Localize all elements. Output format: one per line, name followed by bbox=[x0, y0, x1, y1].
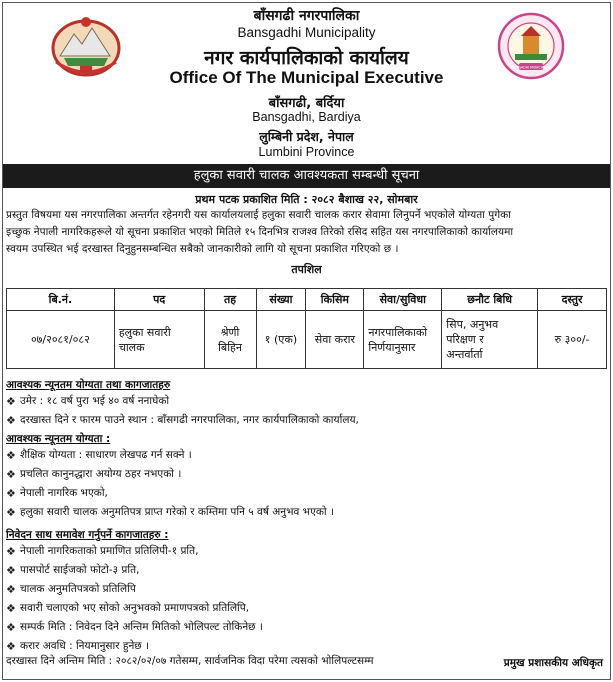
cell-type: सेवा करार bbox=[306, 311, 364, 369]
notice-title: हलुका सवारी चालक आवश्यकता सम्बन्धी सूचना bbox=[3, 164, 610, 188]
list-item bbox=[6, 599, 606, 618]
header-method: छनौट बिधि bbox=[442, 289, 538, 311]
cell-post-line: चालक bbox=[118, 340, 145, 354]
cell-method-line: सिप, अनुभव bbox=[446, 318, 499, 331]
header-count: संख्या bbox=[256, 289, 306, 311]
list-item bbox=[6, 561, 606, 580]
table-caption: तपशिल bbox=[291, 263, 322, 276]
cell-post-line: हलुका सवारी bbox=[118, 325, 171, 339]
list-item bbox=[6, 392, 606, 411]
section-required-documents bbox=[6, 528, 606, 656]
diamond-bullet-icon: ❖ bbox=[6, 640, 16, 653]
diamond-bullet-icon: ❖ bbox=[6, 602, 16, 615]
cell-facility-line: निर्णयानुसार bbox=[368, 340, 416, 354]
table-row bbox=[7, 311, 607, 369]
letterhead bbox=[0, 0, 613, 160]
header-fee: दस्तुर bbox=[538, 289, 607, 311]
office-name-np: नगर कार्यपालिकाको कार्यालय bbox=[204, 47, 409, 69]
cell-method-line: अन्तर्वार्ता bbox=[446, 348, 483, 361]
list-item-text: प्रचलित कानुनद्धारा अयोग्य ठहर नभएको । bbox=[20, 468, 182, 480]
intro-line: इच्छुक नेपाली नागरिकहरूले यो सूचना प्रकाशित भएको मितिले १५ दिनभित्र राजश्व तिरेको रसिद सहित यस नगरपालिकाको कार्यालयमा bbox=[6, 226, 514, 238]
diamond-bullet-icon: ❖ bbox=[6, 449, 16, 462]
list-item bbox=[6, 446, 606, 465]
province-en: Lumbini Province bbox=[258, 145, 355, 159]
header-facility: सेवा/सुविधा bbox=[364, 289, 442, 311]
intro-paragraph bbox=[6, 207, 607, 258]
list-item-text: नेपाली नागरिक भएको, bbox=[20, 487, 108, 499]
vacancy-table bbox=[6, 288, 607, 369]
list-item-text: नेपाली नागरिकताको प्रमाणित प्रतिलिपी-१ प्रति, bbox=[20, 545, 199, 557]
cell-method-line: परिक्षण र bbox=[446, 333, 484, 346]
list-item bbox=[6, 542, 606, 561]
list-item bbox=[6, 618, 606, 637]
header-post: पद bbox=[114, 289, 204, 311]
header-level: तह bbox=[204, 289, 256, 311]
header-sn: बि.नं. bbox=[7, 289, 115, 311]
header-type: किसिम bbox=[306, 289, 364, 311]
intro-line: प्रस्तुत विषयमा यस नगरपालिका अन्तर्गत रहेनगरी यस कार्यालयलाई हलुका सवारी चालक करार सेवामा लिनुपर्ने भएकोले योग्यता पुगेका bbox=[6, 209, 511, 221]
province-np: लुम्बिनी प्रदेश, नेपाल bbox=[259, 129, 354, 144]
cell-level-line: बिहिन bbox=[218, 340, 243, 354]
publication-date: प्रथम पटक प्रकाशित मिति : २०८२ बैशाख २२, सोमबार bbox=[195, 193, 418, 206]
cell-method bbox=[442, 311, 538, 369]
diamond-bullet-icon: ❖ bbox=[6, 468, 16, 481]
cell-post bbox=[114, 311, 204, 369]
municipality-logo-text: BANSGADHI MUNICIPALITY bbox=[509, 65, 553, 70]
cell-facility bbox=[364, 311, 442, 369]
diamond-bullet-icon: ❖ bbox=[6, 414, 16, 427]
list-item bbox=[6, 465, 606, 484]
list-item bbox=[6, 580, 606, 599]
address-en: Bansgadhi, Bardiya bbox=[252, 110, 361, 124]
application-deadline: दरखास्त दिने अन्तिम मिति : २०८२/०२/०७ गतेसम्म, सार्वजनिक विदा परेमा त्यसको भोलिपल्टसम्म bbox=[6, 655, 374, 667]
list-item-text: दरखास्त दिने र फारम पाउने स्थान : बाँसगढी नगरपालिका, नगर कार्यपालिकाको कार्यालय, bbox=[20, 414, 359, 426]
list-item-text: शैक्षिक योग्यता : साधारण लेखपढ गर्न सक्ने । bbox=[20, 449, 192, 461]
section-title: आवश्यक न्यूनतम योग्यता तथा कागजातहरु bbox=[6, 379, 171, 391]
diamond-bullet-icon: ❖ bbox=[6, 545, 16, 558]
diamond-bullet-icon: ❖ bbox=[6, 583, 16, 596]
municipality-name-np: बाँसगढी नगरपालिका bbox=[253, 8, 360, 24]
section-minimum-qualifications bbox=[6, 432, 606, 522]
table-header-row bbox=[7, 289, 607, 311]
section-qualifications-documents bbox=[6, 378, 606, 430]
cell-fee: रु ३००/- bbox=[538, 311, 607, 369]
municipality-name-en: Bansgadhi Municipality bbox=[237, 25, 376, 40]
cell-level-line: श्रेणी bbox=[220, 325, 240, 339]
list-item bbox=[6, 503, 606, 522]
address-np: बाँसगढी, बर्दिया bbox=[268, 96, 345, 111]
cell-level bbox=[204, 311, 256, 369]
list-item-text: उमेर : १८ वर्ष पुरा भई ४० वर्ष ननाघेको bbox=[20, 395, 170, 407]
intro-line: स्वयम उपस्थित भई दरखास्त दिनुहुनसम्बन्धित सबैको जानकारीको लागि यो सूचना प्रकाशित गरिएको छ । bbox=[6, 243, 399, 255]
diamond-bullet-icon: ❖ bbox=[6, 487, 16, 500]
cell-facility-line: नगरपालिकाको bbox=[368, 325, 428, 339]
diamond-bullet-icon: ❖ bbox=[6, 395, 16, 408]
section-title: निवेदन साथ समावेश गर्नुपर्ने कागजातहरु : bbox=[6, 529, 169, 541]
list-item-text: चालक अनुमतिपत्रको प्रतिलिपि bbox=[20, 583, 136, 595]
diamond-bullet-icon: ❖ bbox=[6, 621, 16, 634]
cell-count: १ (एक) bbox=[256, 311, 306, 369]
cell-sn: ०७/२०८१/०८२ bbox=[7, 311, 115, 369]
list-item-text: सवारी चलाएको भए सोको अनुभवको प्रमाणपत्रको प्रतिलिपि, bbox=[20, 602, 250, 614]
list-item bbox=[6, 484, 606, 503]
list-item-text: करार अवधि : नियमानुसार हुनेछ । bbox=[20, 640, 149, 652]
list-item-text: सम्पर्क मिति : निवेदन दिने अन्तिम मितिको भोलिपल्ट तोकिनेछ । bbox=[20, 621, 263, 633]
list-item-text: हलुका सवारी चालक अनुमतिपत्र प्राप्त गरेको र कम्तिमा पनि ५ वर्ष अनुभव भएको । bbox=[20, 506, 334, 518]
diamond-bullet-icon: ❖ bbox=[6, 564, 16, 577]
office-name-en: Office Of The Municipal Executive bbox=[169, 68, 444, 87]
signatory-title: प्रमुख प्रशासकीय अधिकृत bbox=[503, 657, 603, 669]
section-title: आवश्यक न्यूनतम योग्यता : bbox=[6, 433, 111, 445]
diamond-bullet-icon: ❖ bbox=[6, 506, 16, 519]
list-item-text: पासपोर्ट साईजको फोटो-३ प्रति, bbox=[20, 564, 140, 576]
list-item bbox=[6, 411, 606, 430]
